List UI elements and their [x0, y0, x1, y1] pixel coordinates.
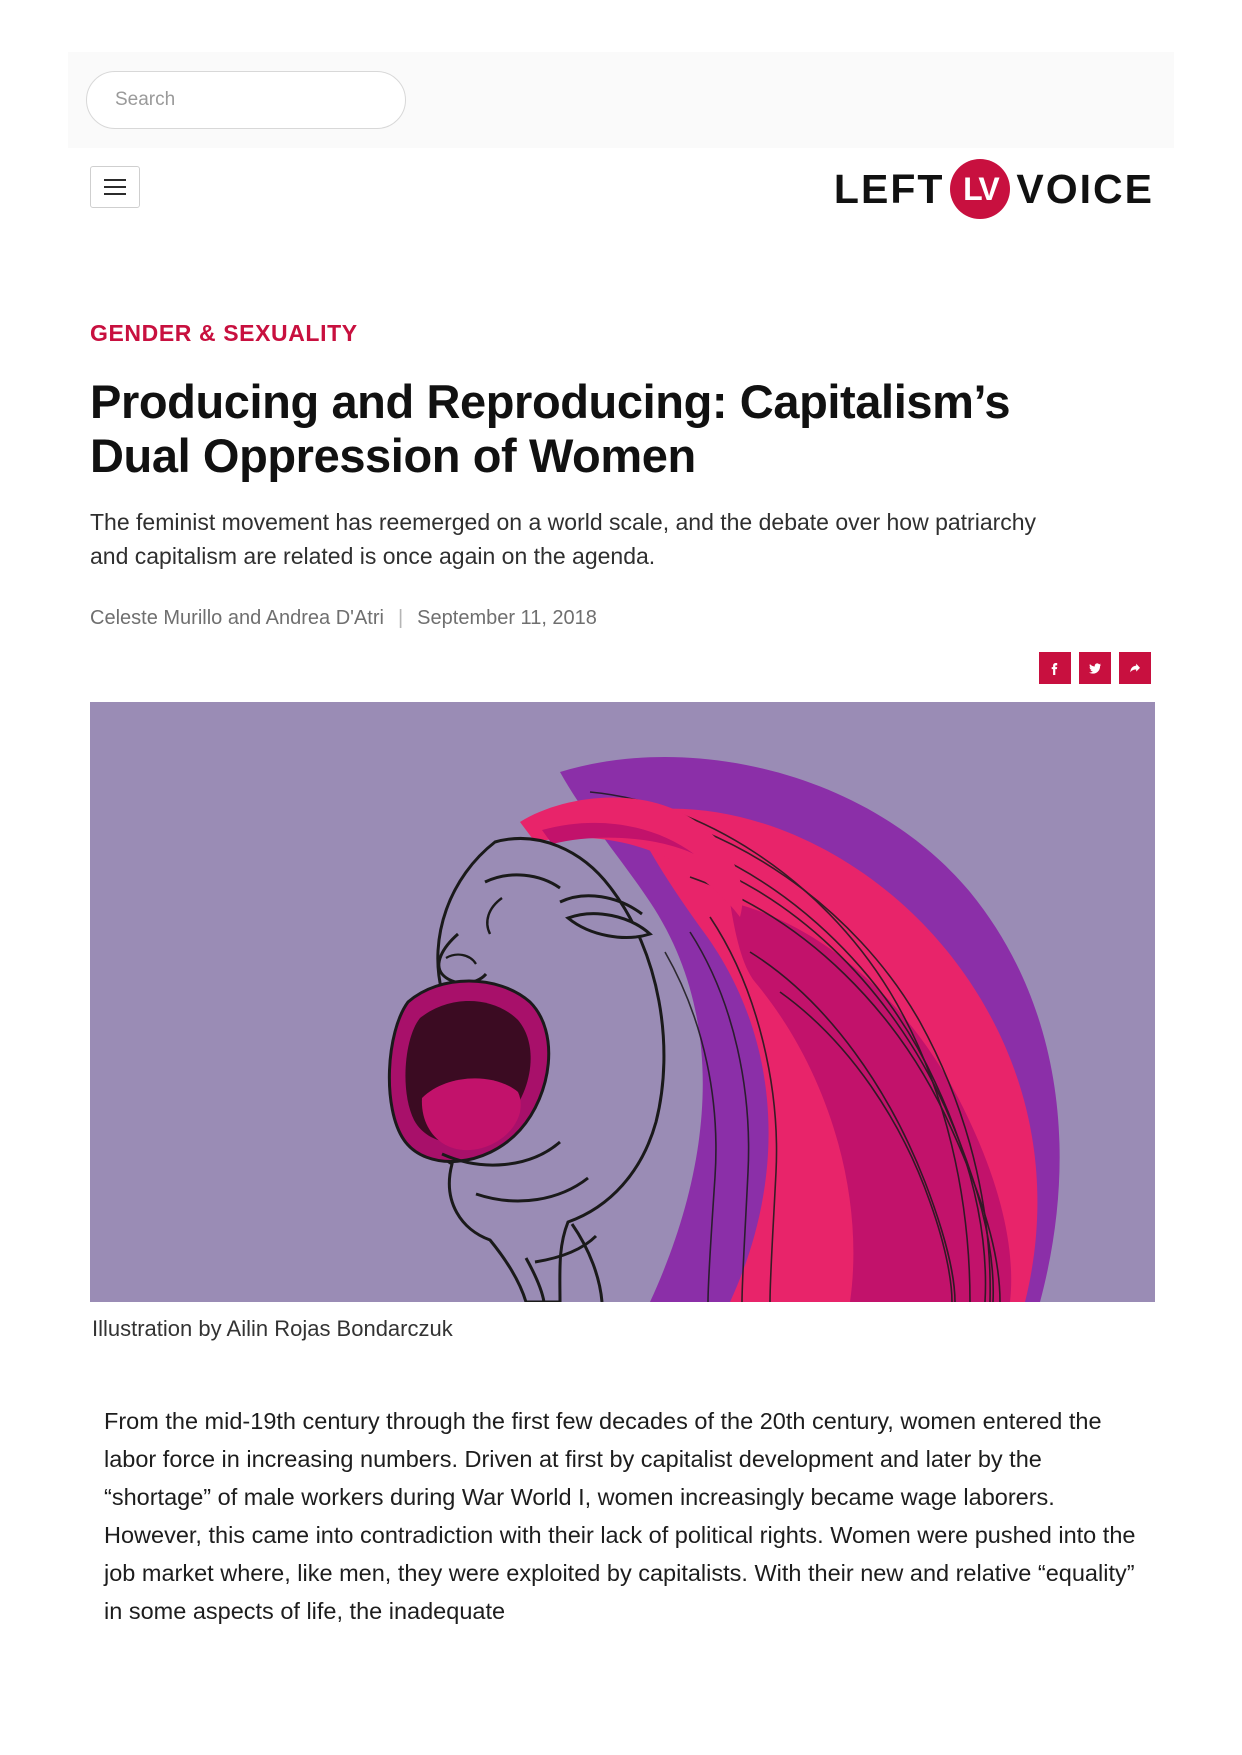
byline-separator: | [397, 606, 404, 629]
hero-illustration [90, 702, 1155, 1302]
site-logo[interactable] [834, 158, 1154, 220]
article-hero [90, 702, 1155, 1342]
facebook-share-icon[interactable] [1039, 652, 1071, 684]
twitter-share-icon[interactable] [1079, 652, 1111, 684]
menu-icon-bar [104, 193, 126, 195]
logo-mark-text: LV [963, 171, 998, 207]
byline [90, 607, 1155, 630]
body-paragraph: From the mid-19th century through the first few decades of the 20th century, women entered the labor force in increasing numbers. Driven at first by capitalist development and later by the “shortage” of male workers during War World I, women increasingly became wage laborers. However, this came into contradiction with their lack of political rights. Women were pushed into the job market where, like men, they were exploited by capitalists. With their new and relative “equality” in some aspects of life, the inadequate [104, 1407, 1136, 1625]
logo-right-word: VOICE [1016, 165, 1154, 212]
search-bar-strip [68, 52, 1174, 148]
category-kicker[interactable]: GENDER & SEXUALITY [90, 320, 358, 346]
menu-icon-bar [104, 186, 126, 188]
logo-left-word: LEFT [833, 165, 945, 212]
site-header [68, 160, 1174, 230]
article-body [104, 1402, 1144, 1630]
page-title: Producing and Reproducing: Capitalism’s Dual Oppression of Women [90, 375, 1011, 482]
search-input[interactable] [113, 88, 379, 112]
menu-icon-bar [104, 179, 126, 181]
image-caption: Illustration by Ailin Rojas Bondarczuk [92, 1315, 453, 1341]
menu-icon[interactable] [90, 166, 140, 208]
article [90, 320, 1155, 1630]
share-arrow-icon[interactable] [1119, 652, 1151, 684]
byline-date: September 11, 2018 [417, 606, 597, 629]
logo-mark-icon [950, 159, 1010, 219]
byline-authors[interactable]: Celeste Murillo and Andrea D'Atri [90, 606, 384, 629]
share-buttons [90, 652, 1151, 684]
search-box[interactable] [86, 71, 406, 129]
article-standfirst: The feminist movement has reemerged on a world scale, and the debate over how patriarchy and capitalism are related is once again on the agenda. [90, 509, 1037, 569]
